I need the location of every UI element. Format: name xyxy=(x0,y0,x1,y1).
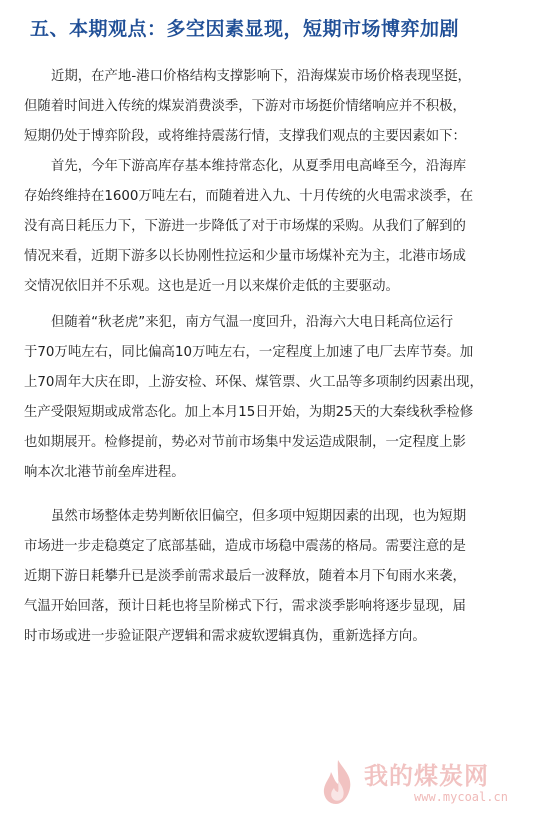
article-body xyxy=(24,62,524,652)
text-line: 响本次北港节前垒库进程。 xyxy=(24,465,185,480)
text-line: 近期，在产地-港口价格结构支撑影响下，沿海煤炭市场价格表现坚挺， xyxy=(51,69,471,84)
paragraph-spacer xyxy=(24,488,524,502)
paragraph-3 xyxy=(24,308,524,488)
text-line: 存始终维持在1600万吨左右，而随着进入九、十月传统的火电需求淡季，在 xyxy=(24,189,474,204)
text-line: 首先，今年下游高库存基本维持常态化，从夏季用电高峰至今，沿海库 xyxy=(51,159,467,174)
flame-logo-icon xyxy=(318,758,358,806)
section-heading: 五、本期观点：多空因素显现，短期市场博弈加剧 xyxy=(30,18,460,40)
text-line: 但随着时间进入传统的煤炭消费淡季，下游对市场挺价情绪响应并不积极， xyxy=(24,99,466,114)
text-line: 市场进一步走稳奠定了底部基础，造成市场稳中震荡的格局。需要注意的是 xyxy=(24,539,466,554)
text-line: 短期仍处于博弈阶段，或将维持震荡行情，支撑我们观点的主要因素如下： xyxy=(24,129,466,144)
site-watermark xyxy=(318,756,528,812)
paragraph-4 xyxy=(24,502,524,652)
text-line: 但随着“秋老虎”来犯，南方气温一度回升，沿海六大电日耗高位运行 xyxy=(51,315,454,330)
text-line: 于70万吨左右，同比偏高10万吨左右，一定程度上加速了电厂去库节奏。加 xyxy=(24,345,474,360)
watermark-url: www.mycoal.cn xyxy=(414,790,508,804)
paragraph-2 xyxy=(24,152,524,302)
text-line: 虽然市场整体走势判断依旧偏空，但多项中短期因素的出现，也为短期 xyxy=(51,509,467,524)
text-line: 近期下游日耗攀升已是淡季前需求最后一波释放，随着本月下旬雨水来袭， xyxy=(24,569,466,584)
text-line: 交情况依旧并不乐观。这也是近一月以来煤价走低的主要驱动。 xyxy=(24,279,399,294)
text-line: 也如期展开。检修提前，势必对节前市场集中发运造成限制，一定程度上影 xyxy=(24,435,466,450)
watermark-title: 我的煤炭网 xyxy=(364,762,489,790)
text-line: 气温开始回落，预计日耗也将呈阶梯式下行，需求淡季影响将逐步显现，届 xyxy=(24,599,466,614)
text-line: 时市场或进一步验证限产逻辑和需求疲软逻辑真伪，重新选择方向。 xyxy=(24,629,426,644)
text-line: 上70周年大庆在即，上游安检、环保、煤管票、火工品等多项制约因素出现， xyxy=(24,375,483,390)
paragraph-1 xyxy=(24,62,524,152)
text-line: 生产受限短期或成常态化。加上本月15日开始，为期25天的大秦线秋季检修 xyxy=(24,405,474,420)
text-line: 情况来看，近期下游多以长协刚性拉运和少量市场煤补充为主，北港市场成 xyxy=(24,249,466,264)
text-line: 没有高日耗压力下，下游进一步降低了对于市场煤的采购。从我们了解到的 xyxy=(24,219,466,234)
